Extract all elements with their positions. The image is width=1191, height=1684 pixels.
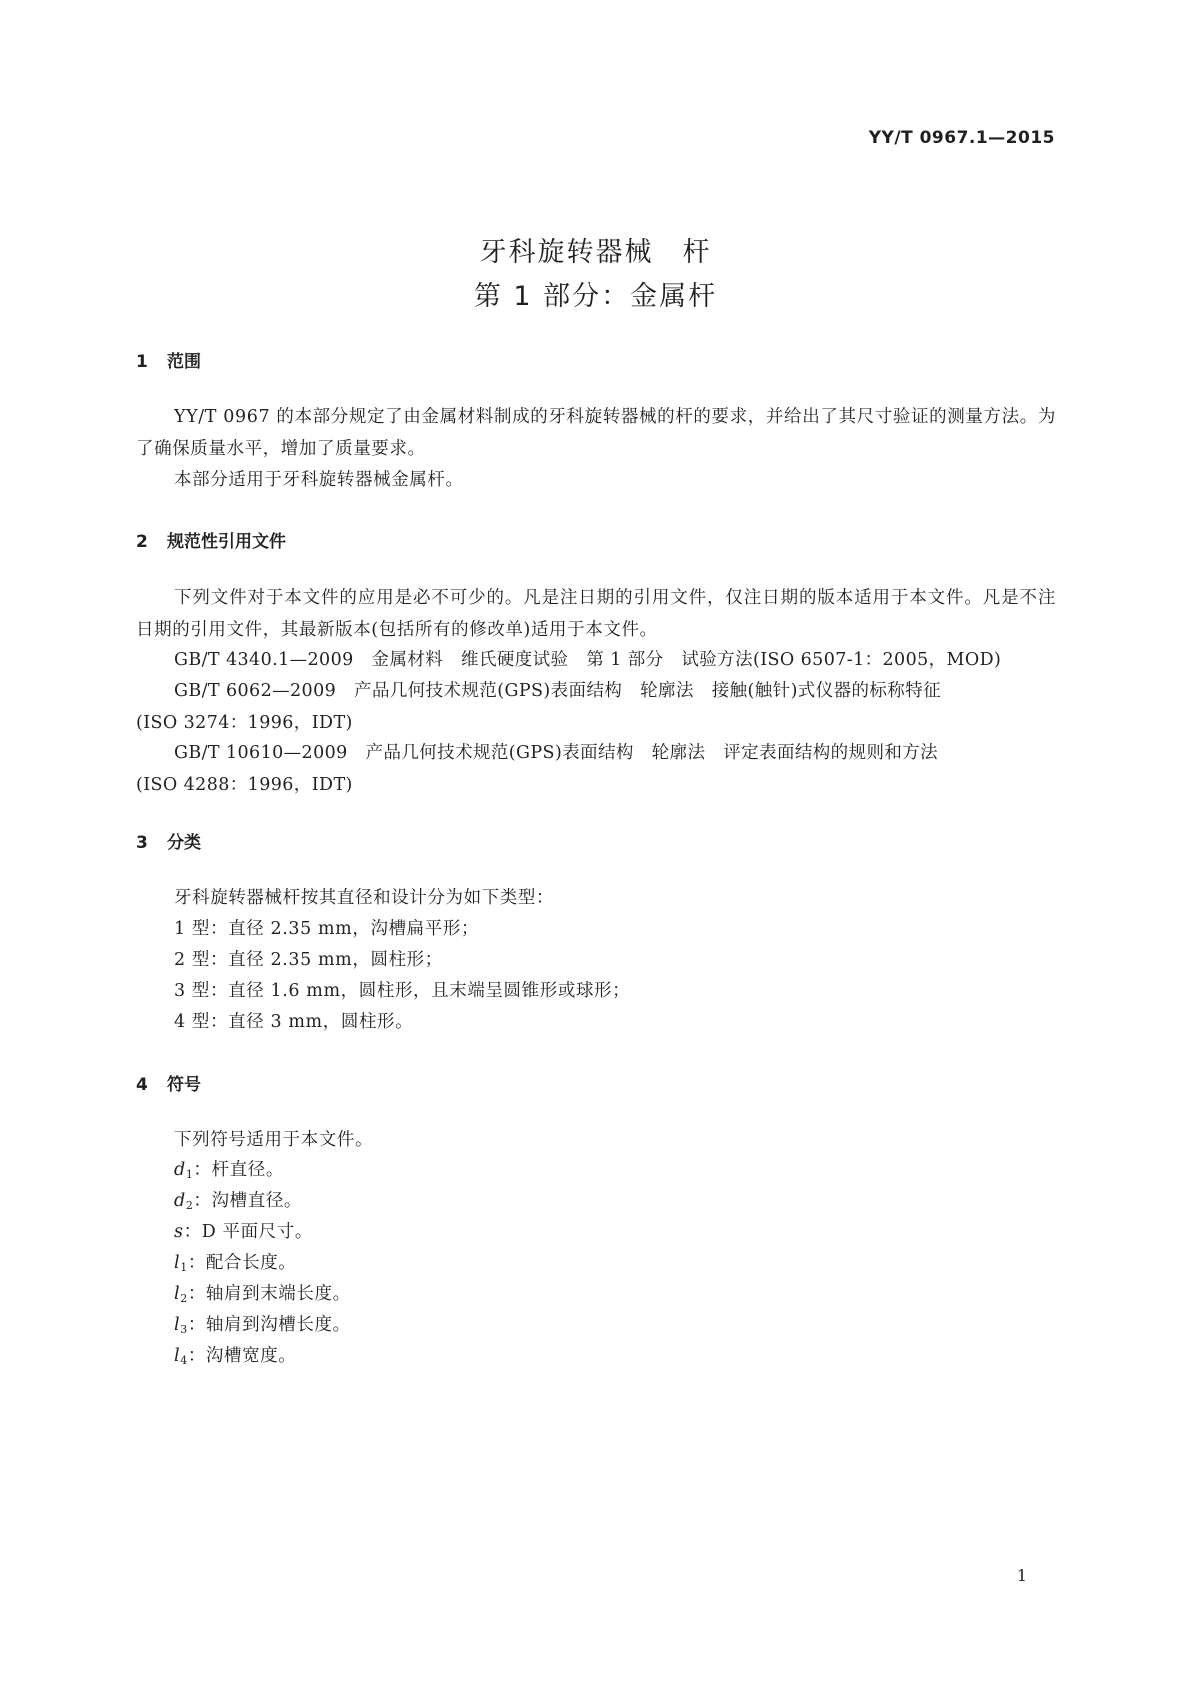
symbol-subscript: 2 [180,1292,188,1305]
symbol-description: ：沟槽宽度。 [187,1346,297,1366]
reference-text: GB/T 6062—2009 产品几何技术规范(GPS)表面结构 轮廓法 接触(触针)式仪器的标称特征 [174,681,941,701]
symbols-intro: 下列符号适用于本文件。 [174,1130,374,1150]
symbol-description: ：轴肩到末端长度。 [187,1284,351,1304]
reference-text-cont: (ISO 4288：1996，IDT) [136,774,353,795]
reference-text: GB/T 10610—2009 产品几何技术规范(GPS)表面结构 轮廓法 评定表面结构的规则和方法 [174,743,939,763]
section-1-heading [136,347,201,372]
section-title: 符号 [167,1075,201,1095]
symbol-subscript: 4 [180,1354,188,1367]
reference-item [136,676,1056,739]
section-2-paragraph: 下列文件对于本文件的应用是必不可少的。凡是注日期的引用文件，仅注日期的版本适用于本文件。凡是不注日期的引用文件，其最新版本(包括所有的修改单)适用于本文件。 [136,588,1056,640]
symbol: l [174,1315,181,1335]
section-2-heading [136,527,286,552]
reference-text: GB/T 4340.1—2009 金属材料 维氏硬度试验 第 1 部分 试验方法(ISO 6507-1：2005，MOD) [174,650,1002,670]
symbol-description: ：D 平面尺寸。 [183,1222,313,1242]
classification-item: 2 型：直径 2.35 mm，圆柱形； [174,950,443,970]
symbol-subscript: 1 [185,1168,194,1181]
symbol: l [174,1253,181,1273]
section-title: 分类 [167,833,201,853]
section-3-heading [136,828,201,853]
symbol-subscript: 3 [180,1323,188,1336]
symbol-description: ：配合长度。 [187,1253,297,1273]
page-number: 1 [1016,1566,1027,1585]
standard-code: YY/T 0967.1—2015 [868,128,1055,148]
symbol: d [174,1160,186,1180]
section-4-heading [136,1070,201,1095]
symbol-description: ：轴肩到沟槽长度。 [187,1315,351,1335]
symbol-item [174,1341,296,1377]
document-subtitle: 第 1 部分：金属杆 [473,281,718,312]
section-1-paragraph: YY/T 0967 的本部分规定了由金属材料制成的牙科旋转器械的杆的要求，并给出了其尺寸验证的测量方法。为了确保质量水平，增加了质量要求。 [136,407,1056,459]
classification-intro: 牙科旋转器械杆按其直径和设计分为如下类型： [174,888,555,908]
symbol-item [174,1217,313,1249]
symbol-description: ：沟槽直径。 [193,1191,303,1211]
reference-item [136,645,1056,677]
reference-item [136,738,1056,801]
reference-text-cont: (ISO 3274：1996，IDT) [136,712,353,733]
section-title: 规范性引用文件 [167,532,286,552]
symbol: d [174,1191,186,1211]
section-number: 3 [136,833,148,853]
section-number: 4 [136,1075,148,1095]
section-number: 1 [136,352,148,372]
symbol-description: ：杆直径。 [193,1160,284,1180]
classification-item: 3 型：直径 1.6 mm，圆柱形，且末端呈圆锥形或球形； [174,981,631,1001]
symbol-subscript: 1 [180,1261,188,1274]
symbol: s [174,1222,184,1242]
classification-item: 4 型：直径 3 mm，圆柱形。 [174,1012,414,1032]
symbol-subscript: 2 [185,1199,194,1212]
section-number: 2 [136,532,148,552]
document-title: 牙科旋转器械 杆 [479,237,712,268]
classification-item: 1 型：直径 2.35 mm，沟槽扁平形； [174,919,480,939]
symbol: l [174,1284,181,1304]
section-title: 范围 [167,352,201,372]
symbol: l [174,1346,181,1366]
section-1-paragraph: 本部分适用于牙科旋转器械金属杆。 [174,470,464,490]
